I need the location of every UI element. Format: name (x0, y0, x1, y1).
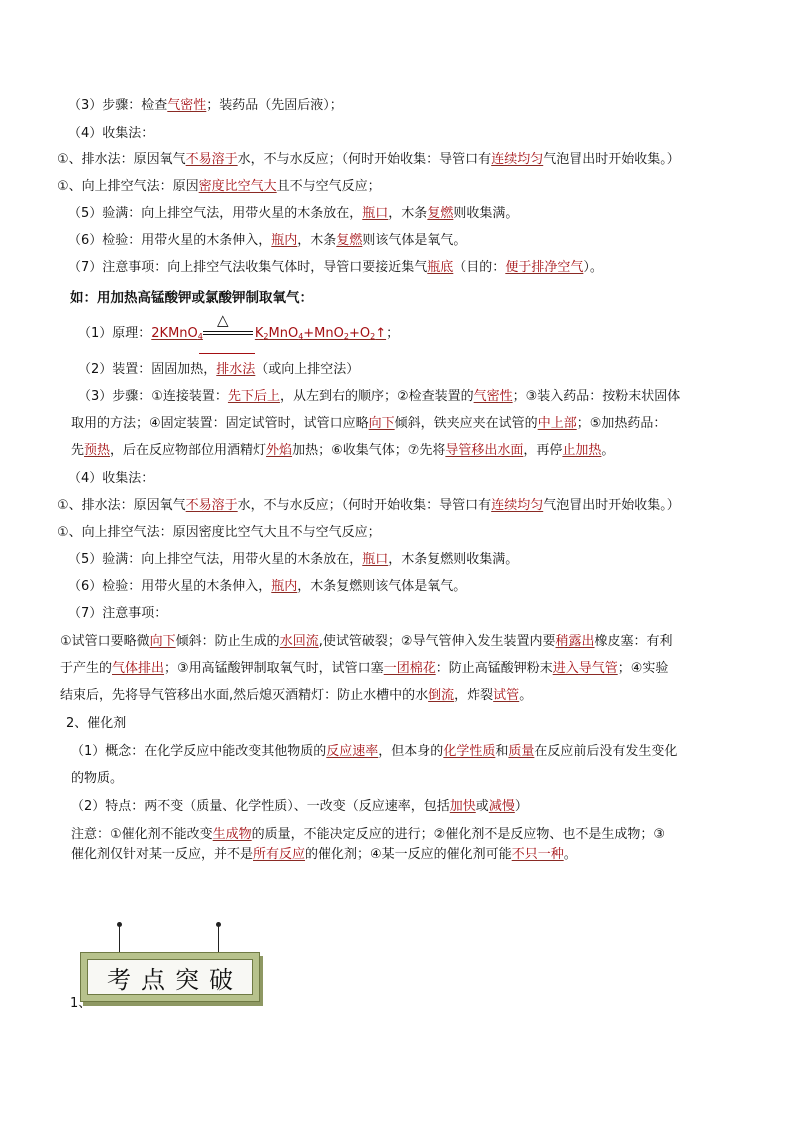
answer-blank: 不易溶于 (185, 498, 238, 513)
catalyst-note-line-2: 催化剂仅针对某一反应，并不是所有反应的催化剂；④某一反应的催化剂可能不只一种。 (71, 847, 577, 862)
answer-blank: 排水法 (216, 362, 256, 377)
answer-blank: 质量 (508, 744, 535, 759)
answer-blank: 复燃 (427, 206, 454, 221)
steps-line-3: 先预热，后在反应物部位用酒精灯外焰加热；⑥收集气体；⑦先将导管移出水面，再停止加热。 (71, 443, 615, 458)
answer-blank: 一团棉花 (383, 661, 436, 676)
answer-blank: 加快 (449, 799, 476, 814)
badge-panel (87, 959, 253, 995)
answer-blank: 中上部 (537, 416, 577, 431)
steps-line: （3）步骤：检查气密性；装药品（先固后液）； (68, 98, 343, 113)
note-line-2: 于产生的气体排出；③用高锰酸钾制取氧气时，试管口塞一团棉花：防止高锰酸钾粉末进入导气管；④实验 (60, 661, 669, 676)
answer-blank: 化学性质 (443, 744, 496, 759)
answer-underline (199, 353, 255, 354)
collect-method-title: （4）收集法： (68, 126, 155, 141)
answer-blank: 瓶内 (271, 233, 298, 248)
hanger-pin (216, 922, 221, 927)
answer-blank: 便于排净空气 (505, 260, 584, 275)
upward-air-line-2: ①、向上排空气法：原因密度比空气大且不与空气反应； (57, 525, 381, 540)
badge-frame (80, 952, 260, 1002)
equation-products: $K_2MnO_4+MnO_2+O_2↑$ (254, 326, 387, 341)
answer-blank: 外焰 (266, 443, 293, 458)
notes-title-2: （7）注意事项： (68, 606, 168, 621)
answer-blank: 向下 (149, 634, 176, 649)
answer-blank: 减慢 (488, 799, 515, 814)
answer-blank: 反应速率 (326, 744, 379, 759)
full-check-line: （5）验满：向上排空气法，用带火星的木条放在，瓶口，木条复燃则收集满。 (68, 206, 519, 221)
equation-reactant: 2KMnO$_4$ (151, 326, 203, 341)
answer-blank: 瓶口 (362, 206, 389, 221)
answer-blank: 导管移出水面 (445, 443, 524, 458)
catalyst-note-line-1: 注意：①催化剂不能改变生成物的质量，不能决定反应的进行；②催化剂不是反应物、也不是生成物；③ (71, 827, 665, 842)
answer-blank: 气密性 (473, 389, 513, 404)
upward-air-line: ①、向上排空气法：原因密度比空气大且不与空气反应； (57, 179, 381, 194)
note-line-3: 结束后，先将导气管移出水面,然后熄灭酒精灯：防止水槽中的水倒流，炸裂试管。 (60, 688, 533, 703)
answer-blank: 所有反应 (253, 847, 306, 862)
answer-blank: 连续均匀 (491, 498, 544, 513)
answer-blank: 倒流 (428, 688, 455, 703)
section-badge (70, 924, 270, 1009)
note-line-1: ①试管口要略微向下倾斜：防止生成的水回流,使试管破裂；②导气管伸入发生装置内要稍露出橡皮塞：有利 (60, 634, 673, 649)
answer-blank: 水回流 (279, 634, 319, 649)
answer-blank: 瓶口 (362, 552, 389, 567)
answer-blank: 止加热 (562, 443, 602, 458)
equation-line: （1）原理：2KMnO$_4$ $K_2MnO_4+MnO_2+O_2↑$； (78, 326, 400, 341)
item-number: 1、 (70, 996, 92, 1011)
catalyst-concept-line-1: （1）概念：在化学反应中能改变其他物质的反应速率，但本身的化学性质和质量在反应前后没有发生变化 (71, 744, 678, 759)
badge-title: 考点突破 (107, 965, 243, 994)
hanger-pin (117, 922, 122, 927)
answer-blank: 进入导气管 (552, 661, 618, 676)
answer-blank: 密度比空气大 (198, 179, 277, 194)
water-displacement-line: ①、排水法：原因氧气不易溶于水，不与水反应；（何时开始收集：导管口有连续均匀气泡冒出时开始收集。） (57, 152, 680, 167)
water-displacement-line-2: ①、排水法：原因氧气不易溶于水，不与水反应；（何时开始收集：导管口有连续均匀气泡冒出时开始收集。） (57, 498, 680, 513)
answer-blank: 气密性 (167, 98, 207, 113)
answer-blank: 不易溶于 (185, 152, 238, 167)
notes-line: （7）注意事项：向上排空气法收集气体时，导管口要接近集气瓶底（目的：便于排净空气）。 (68, 260, 603, 275)
answer-blank: 不只一种 (511, 847, 564, 862)
answer-blank: 连续均匀 (491, 152, 544, 167)
catalyst-title: 2、催化剂 (66, 716, 127, 731)
device-line: （2）装置：固固加热，排水法（或向上排空法） (78, 362, 360, 377)
heating-condition: △ (217, 311, 229, 329)
answer-blank: 先下后上 (227, 389, 280, 404)
catalyst-feature-line: （2）特点：两不变（质量、化学性质）、一改变（反应速率，包括加快或减慢） (71, 799, 528, 814)
answer-blank: 预热 (84, 443, 111, 458)
answer-blank: 向下 (368, 416, 395, 431)
answer-blank: 复燃 (336, 233, 363, 248)
gas-test-line: （6）检验：用带火星的木条伸入，瓶内，木条复燃则该气体是氧气。 (68, 233, 467, 248)
answer-blank: 瓶底 (427, 260, 454, 275)
full-check-line-2: （5）验满：向上排空气法，用带火星的木条放在，瓶口，木条复燃则收集满。 (68, 552, 519, 567)
catalyst-concept-line-2: 的物质。 (71, 771, 124, 786)
steps-line-1: （3）步骤：①连接装置：先下后上，从左到右的顺序；②检查装置的气密性；③装入药品：按粉末状固体 (78, 389, 681, 404)
collect-method-title-2: （4）收集法： (68, 471, 155, 486)
answer-blank: 气体排出 (112, 661, 165, 676)
answer-blank: 瓶内 (271, 579, 298, 594)
gas-test-line-2: （6）检验：用带火星的木条伸入，瓶内，木条复燃则该气体是氧气。 (68, 579, 467, 594)
section-heading: 如：用加热高锰酸钾或氯酸钾制取氧气： (70, 290, 313, 306)
answer-blank: 试管 (493, 688, 520, 703)
steps-line-2: 取用的方法；④固定装置：固定试管时，试管口应略向下倾斜，铁夹应夹在试管的中上部；⑤加热药品： (71, 416, 667, 431)
answer-blank: 稍露出 (555, 634, 595, 649)
answer-blank: 生成物 (212, 827, 252, 842)
